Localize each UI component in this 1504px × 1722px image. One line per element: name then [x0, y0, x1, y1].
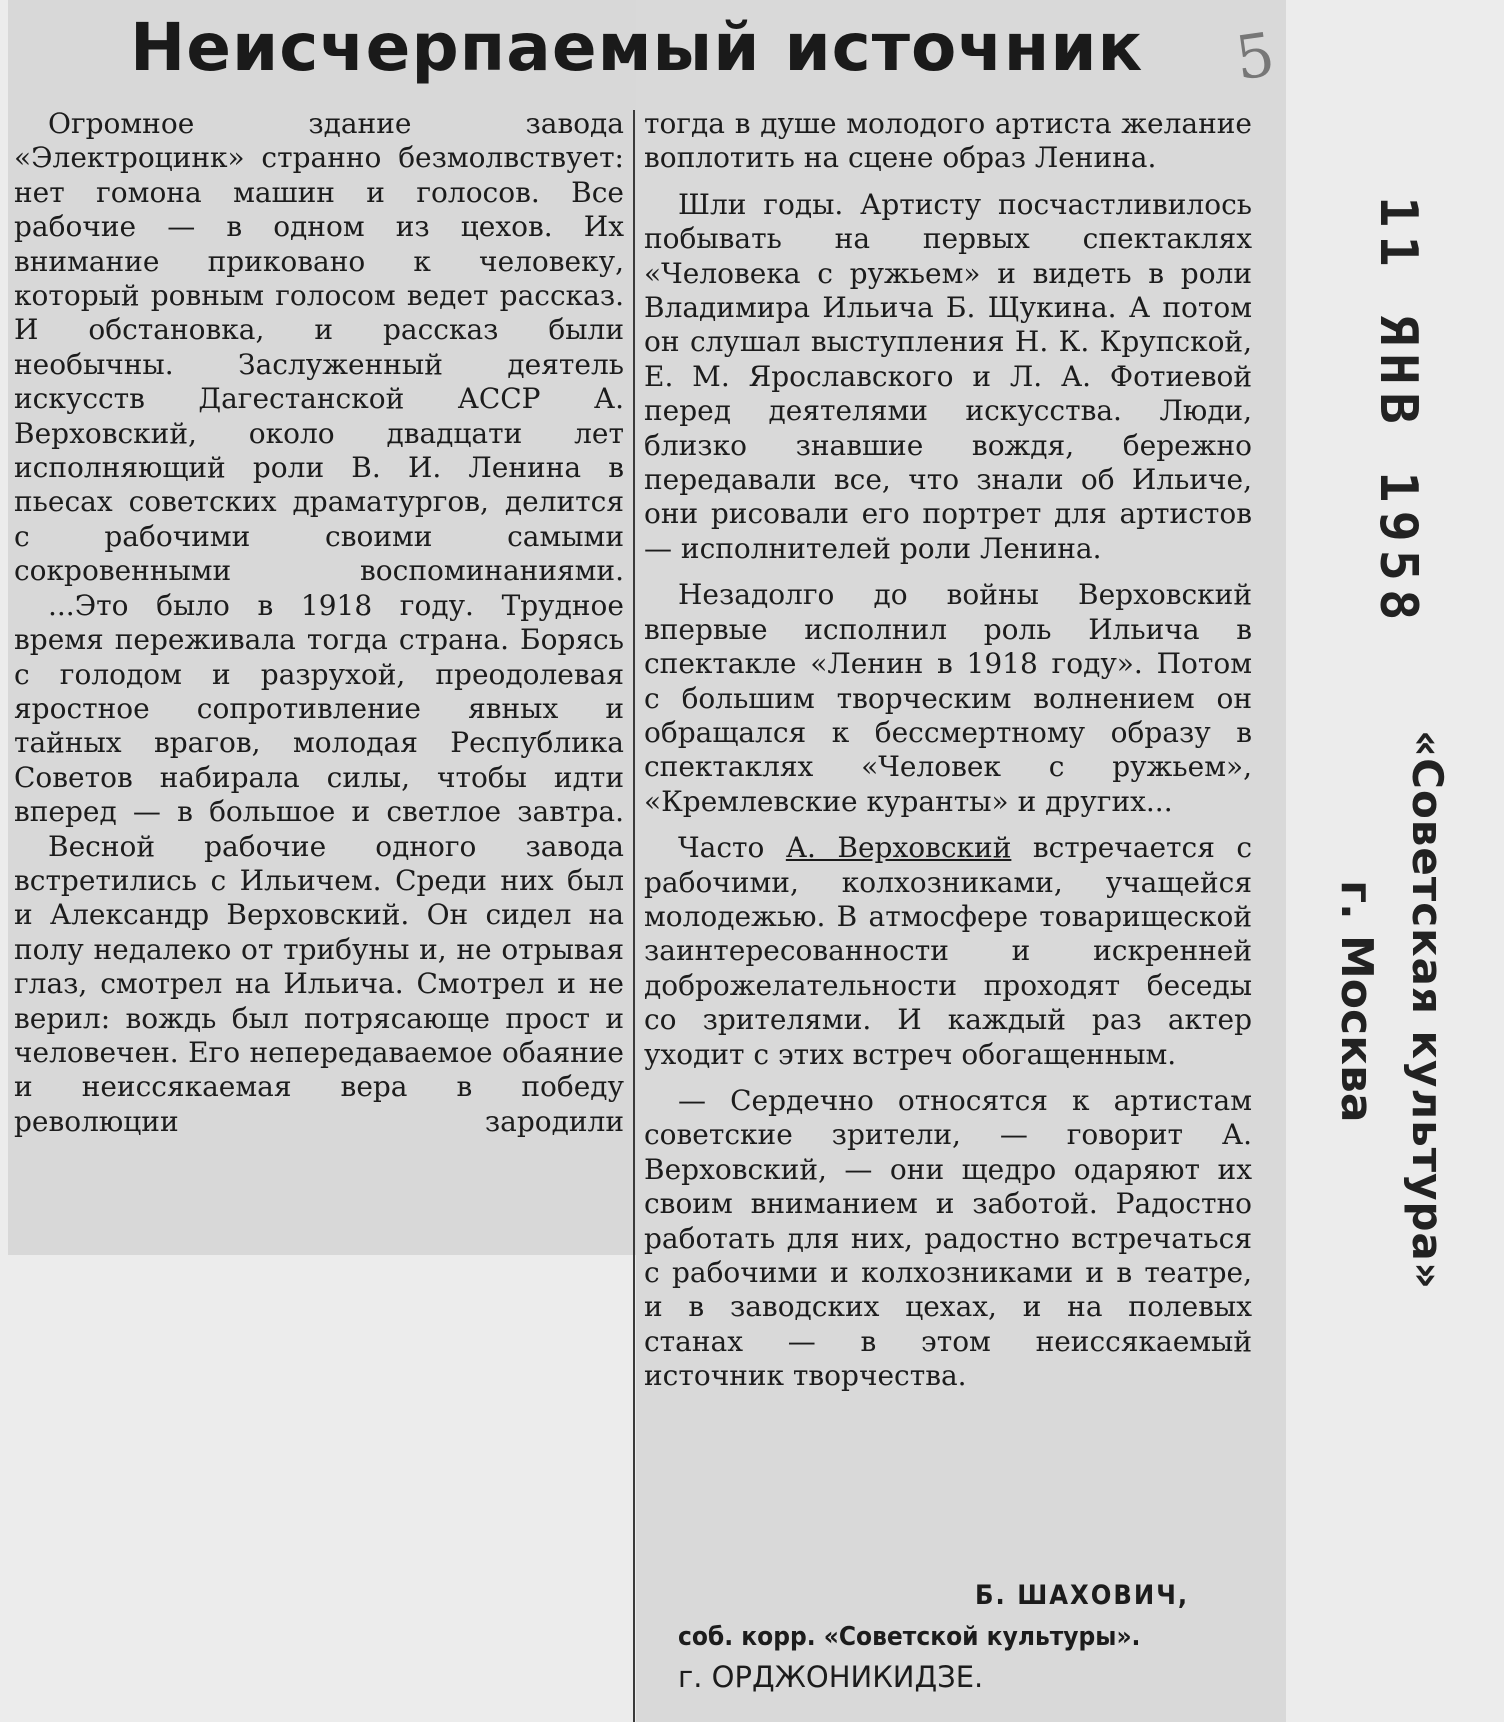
column-divider — [633, 110, 635, 1722]
stamp-city: г. Москва — [1331, 880, 1382, 1123]
article-paragraph: ...Это было в 1918 году. Трудное время переживала тогда страна. Борясь с голодом и разрухой, преодолевая яростное сопротивление явных и тайных врагов, молодая Республика Советов набирала силы, чтобы идти вперед — в большое и светлое завтра. — [14, 588, 624, 829]
byline-city: г. ОРДЖОНИКИДЗЕ. — [678, 1660, 984, 1694]
stamp-newspaper: «Советская культура» — [1403, 730, 1452, 1291]
article-headline: Неисчерпаемый источник — [130, 9, 1144, 86]
byline-author: Б. ШАХОВИЧ, — [975, 1580, 1190, 1611]
paragraph-rest: встречается с рабочими, колхозниками, учащейся молодежью. В атмосфере товарищеской заинтересованности и искренней доброжелательности проходят беседы со зрителями. И каждый раз актер уходит с этих встреч обогащенным. — [644, 831, 1252, 1071]
article-paragraph: Шли годы. Артисту посчастливилось побывать на первых спектаклях «Человека с ружьем» и видеть в роли Владимира Ильича Б. Щукина. А потом он слушал выступления Н. К. Крупской, Е. М. Ярославского и Л. А. Фотиевой перед деятелями искусства. Люди, близко знавшие вождя, бережно передавали все, что знали об Ильиче, они рисовали его портрет для артистов — исполнителей роли Ленина. — [644, 187, 1252, 565]
stamp-date: 11 ЯНВ 1958 — [1368, 196, 1428, 629]
article-paragraph — [644, 831, 1252, 1072]
article-right-column — [644, 107, 1252, 1394]
underlined-name: А. Верховский — [785, 831, 1012, 865]
byline-role: соб. корр. «Советской культуры». — [678, 1622, 1141, 1652]
article-left-column — [14, 107, 624, 1139]
paragraph-lead: Часто — [678, 831, 765, 865]
margin-pencil-mark: 5 — [1231, 19, 1279, 95]
article-paragraph: Огромное здание завода «Электроцинк» странно безмолвствует: нет гомона машин и голосов. Все рабочие — в одном из цехов. Их внимание приковано к человеку, который ровным голосом ведет рассказ. И обстановка, и рассказ были необычны. Заслуженный деятель искусств Дагестанской АССР А. Верховский, около двадцати лет исполняющий роли В. И. Ленина в пьесах советских драматургов, делится с рабочими своими самыми сокровенными воспоминаниями. — [14, 107, 624, 588]
article-paragraph: Незадолго до войны Верховский впервые исполнил роль Ильича в спектакле «Ленин в 1918 году». Потом с большим творческим волнением он обращался к бессмертному образу в спектаклях «Человек с ружьем», «Кремлевские куранты» и других... — [644, 578, 1252, 818]
article-paragraph: тогда в душе молодого артиста желание воплотить на сцене образ Ленина. — [644, 107, 1252, 175]
article-paragraph: — Сердечно относятся к артистам советские зрители, — говорит А. Верховский, — они щедро одаряют их своим вниманием и заботой. Радостно работать для них, радостно встречаться с рабочими и колхозниками и в театре, и в заводских цехах, и на полевых станах — в этом неиссякаемый источник творчества. — [644, 1083, 1252, 1393]
article-paragraph: Весной рабочие одного завода встретились с Ильичем. Среди них был и Александр Верховский. Он сидел на полу недалеко от трибуны и, не отрывая глаз, смотрел на Ильича. Смотрел и не верил: вождь был потрясающе прост и человечен. Его непередаваемое обаяние и неиссякаемая вера в победу революции зародили — [14, 829, 624, 1138]
